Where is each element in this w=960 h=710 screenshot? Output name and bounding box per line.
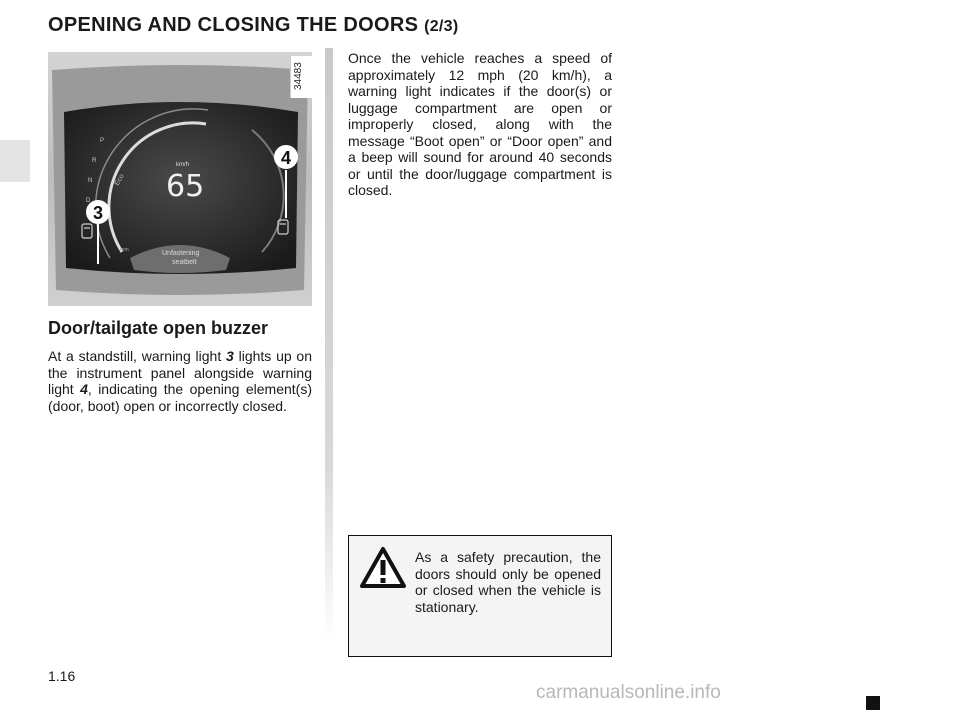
figure-reference xyxy=(290,56,313,98)
gauge-label: rpm xyxy=(120,247,129,253)
text-after-4: , indicating the opening element(s) (door, boot) open or incorrectly closed. xyxy=(48,381,312,414)
text-between: lights up on the instrument panel alongside warning light xyxy=(48,348,312,397)
column-divider xyxy=(325,48,333,643)
watermark: carmanualsonline.info xyxy=(536,682,721,703)
callout-4-label: 4 xyxy=(280,148,292,168)
title-part: (2/3) xyxy=(424,18,459,35)
left-paragraph xyxy=(48,348,312,414)
corner-mark xyxy=(866,696,880,710)
page-number: 1.16 xyxy=(48,668,76,684)
page-title xyxy=(48,14,458,37)
light-4-ref: 4 xyxy=(80,381,88,397)
text-before-3: At a standstill, warning light xyxy=(48,348,227,364)
section-heading: Door/tailgate open buzzer xyxy=(48,318,269,338)
instrument-panel-figure xyxy=(48,52,312,306)
light-3-ref: 3 xyxy=(226,348,234,364)
right-paragraph: Once the vehicle reaches a speed of approximately 12 mph (20 km/h), a warning light indicates if the door(s) or luggage compartment are open or improperly closed, along with the message “Boot open” or “Door open” and a beep will sound for around 40 seconds or until the door/luggage compartment is closed. xyxy=(348,50,612,198)
safety-warning-box xyxy=(348,535,612,657)
gear-n: N xyxy=(88,178,93,184)
speed-value: 65 xyxy=(166,169,205,204)
speed-unit: km/h xyxy=(176,162,190,168)
gear-p: P xyxy=(100,138,105,144)
section-tab xyxy=(0,140,30,182)
callout-3-label: 3 xyxy=(92,203,104,223)
title-text: OPENING AND CLOSING THE DOORS xyxy=(48,14,419,36)
reference-number: 34483 xyxy=(293,62,304,90)
callout-4 xyxy=(274,145,298,169)
message-line-2: seatbelt xyxy=(172,259,197,266)
callout-3 xyxy=(86,200,110,224)
warning-triangle-icon xyxy=(359,546,407,595)
warning-text: As a safety precaution, the doors should only be opened or closed when the vehicle is stationary. xyxy=(415,549,601,615)
gear-d: D xyxy=(86,198,91,204)
eco-label: Eco xyxy=(113,173,126,187)
gear-r: R xyxy=(92,158,97,164)
message-line-1: Unfastening xyxy=(162,250,200,257)
